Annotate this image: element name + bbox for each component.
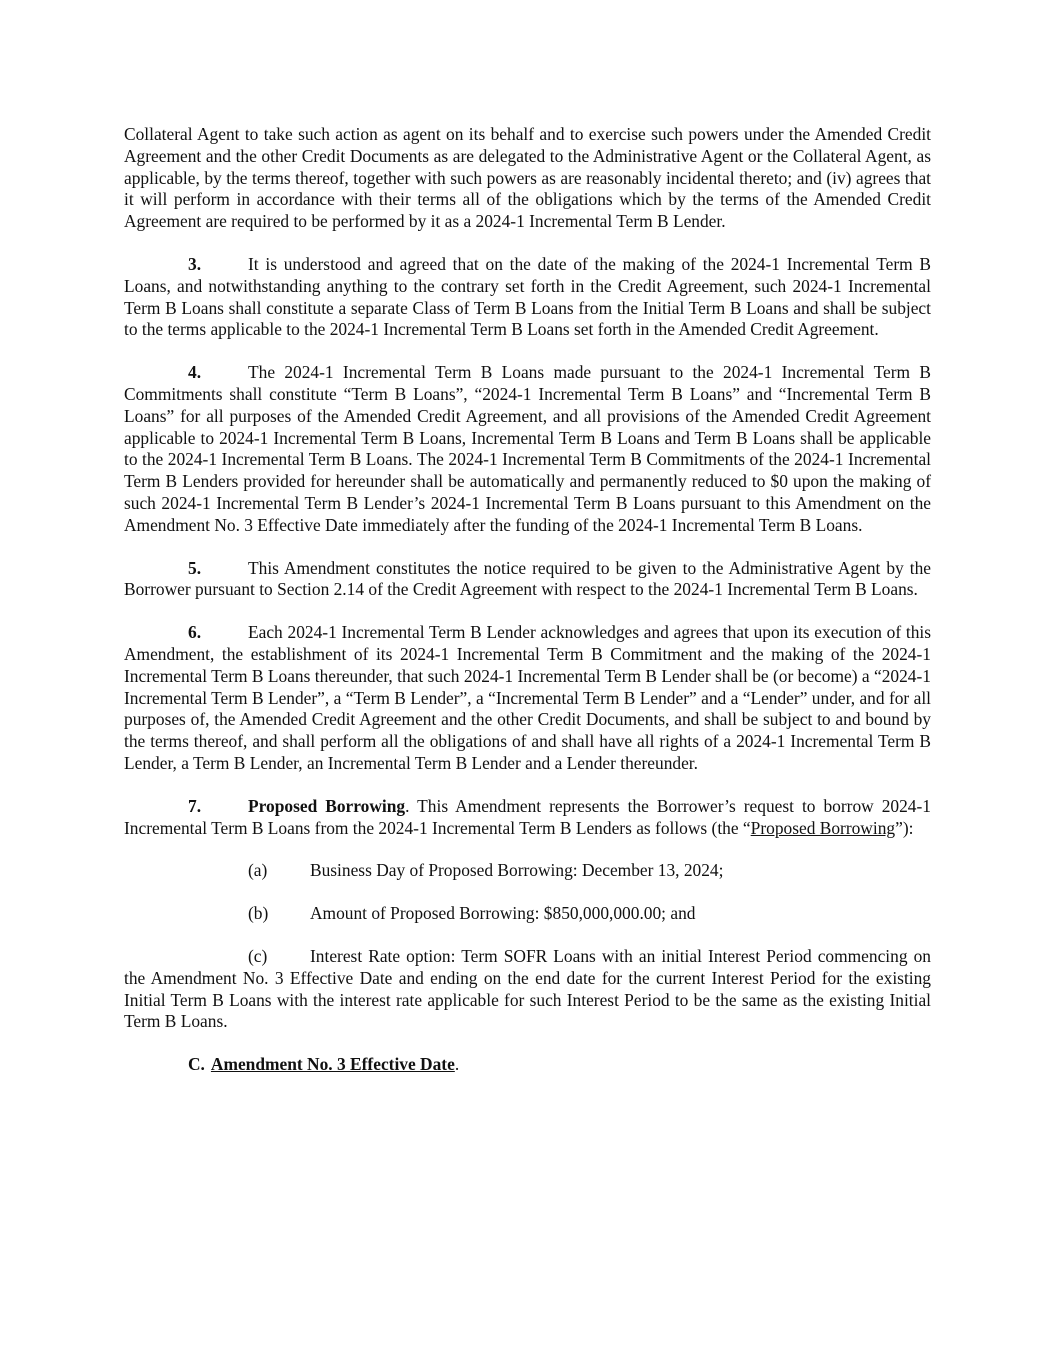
paragraph-6-number: 6.	[188, 622, 202, 643]
list-item-b-label: (b)	[248, 903, 269, 924]
paragraph-4	[124, 362, 931, 536]
paragraph-7-text-b: ”):	[895, 817, 914, 838]
section-c-title: Amendment No. 3 Effective Date	[210, 1054, 455, 1075]
section-c-label: C.	[188, 1054, 205, 1075]
list-item-c-text: Interest Rate option: Term SOFR Loans with an initial Interest Period commencing on the Amendment No. 3 Effective Date and ending on the end date for the current Interest Period for the existing Initial Term B Loans with the interest rate applicable for such Interest Period to be the same as the existing Initial Term B Loans.	[124, 945, 931, 1032]
paragraph-7-number: 7.	[188, 795, 202, 816]
paragraph-4-text: The 2024-1 Incremental Term B Loans made pursuant to the 2024-1 Incremental Term B Commitments shall constitute “Term B Loans”, “2024-1 Incremental Term B Loans” and “Incremental Term B Loans” for all purposes of the Amended Credit Agreement, and all provisions of the Amended Credit Agreement applicable to 2024-1 Incremental Term B Loans, Incremental Term B Loans and Term B Loans shall be applicable to the 2024-1 Incremental Term B Loans. The 2024-1 Incremental Term B Commitments of the 2024-1 Incremental Term B Lenders provided for hereunder shall be automatically and permanently reduced to $0 upon the making of such 2024-1 Incremental Term B Lender’s 2024-1 Incremental Term B Loans pursuant to this Amendment on the Amendment No. 3 Effective Date immediately after the funding of the 2024-1 Incremental Term B Loans.	[124, 362, 931, 535]
paragraph-5-number: 5.	[188, 557, 202, 578]
paragraph-7-text-a: This Amendment represents the Borrower’s request to borrow 2024-1 Incremental Term B Loans from the 2024-1 Incremental Term B Lenders as follows (the “	[124, 795, 931, 838]
list-item-c-label: (c)	[248, 945, 268, 966]
paragraph-7-heading: Proposed Borrowing	[248, 795, 406, 816]
paragraph-6	[124, 622, 931, 775]
paragraph-6-text: Each 2024-1 Incremental Term B Lender acknowledges and agrees that upon its execution of this Amendment, the establishment of its 2024-1 Incremental Term B Commitment and the making of the 2024-1 Incremental Term B Loans thereunder, that such 2024-1 Incremental Term B Lender shall be (or become) a “2024-1 Incremental Term B Lender”, a “Term B Lender”, a “Incremental Term B Lender” and a “Lender” under, and for all purposes of, the Amended Credit Agreement and the other Credit Documents, and shall be subject to and bound by the terms thereof, and shall perform all the obligations of and shall have all rights of a 2024-1 Incremental Term B Lender, a Term B Lender, an Incremental Term B Lender and a Lender thereunder.	[124, 622, 931, 773]
list-item-b	[124, 903, 931, 925]
section-c-heading	[124, 1054, 931, 1076]
paragraph-3	[124, 254, 931, 341]
paragraph-3-text: It is understood and agreed that on the date of the making of the 2024-1 Incremental Term B Loans, and notwithstanding anything to the contrary set forth in the Credit Agreement, such 2024-1 Incremental Term B Loans shall constitute a separate Class of Term B Loans from the Initial Term B Loans and shall be subject to the terms applicable to the 2024-1 Incremental Term B Loans set forth in the Amended Credit Agreement.	[124, 253, 931, 340]
paragraph-7	[124, 796, 931, 840]
paragraph-7-defined-term: Proposed Borrowing	[750, 817, 896, 838]
paragraph-7-heading-punct: .	[405, 795, 410, 816]
list-item-a	[124, 860, 931, 882]
paragraph-4-number: 4.	[188, 362, 202, 383]
list-item-c	[124, 946, 931, 1033]
list-item-b-text: Amount of Proposed Borrowing: $850,000,000.00; and	[310, 903, 696, 924]
paragraph-3-number: 3.	[188, 253, 202, 274]
paragraph-5-text: This Amendment constitutes the notice required to be given to the Administrative Agent by the Borrower pursuant to Section 2.14 of the Credit Agreement with respect to the 2024-1 Incremental Term B Loans.	[124, 557, 931, 600]
list-item-a-label: (a)	[248, 860, 268, 881]
paragraph-continuation: Collateral Agent to take such action as agent on its behalf and to exercise such powers under the Amended Credit Agreement and the other Credit Documents as are delegated to the Administrative Agent or the Collateral Agent, as applicable, by the terms thereof, together with such powers as are reasonably incidental thereto; and (iv) agrees that it will perform in accordance with their terms all of the obligations which by the terms of the Amended Credit Agreement are required to be performed by it as a 2024-1 Incremental Term B Lender.	[124, 124, 931, 232]
paragraph-5	[124, 558, 931, 602]
section-c-punct: .	[454, 1054, 460, 1075]
list-item-a-text: Business Day of Proposed Borrowing: December 13, 2024;	[310, 860, 724, 881]
